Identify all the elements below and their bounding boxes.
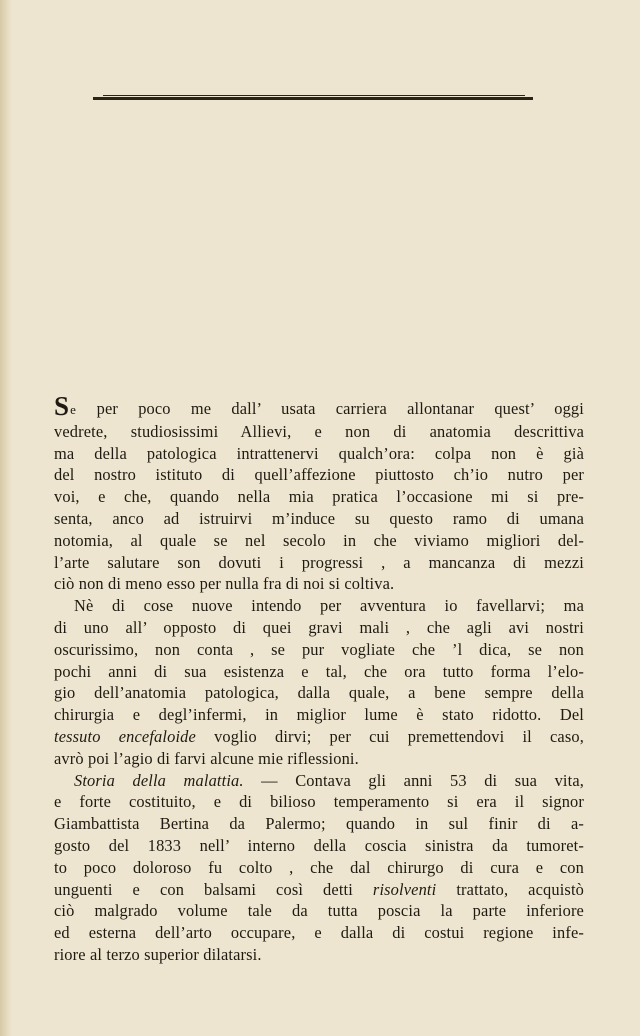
text-line: gosto del 1833 nell’ interno della coscia sinistra da tumoret- <box>54 835 584 855</box>
text-line: vedrete, studiosissimi Allievi, e non di anatomia descrittiva <box>54 421 584 441</box>
text-line: voi, e che, quando nella mia pratica l’occasione mi si pre- <box>54 487 584 507</box>
text-line: gio dell’anatomia patologica, dalla quale, a bene sempre della <box>54 683 584 703</box>
text-line-content: unguenti e con balsami così detti <box>54 879 353 899</box>
section-heading-italic: Storia della malattia. <box>74 770 244 790</box>
text-line: Nè di cose nuove intendo per avventura io favellarvi; ma <box>74 596 584 616</box>
text-line: notomia, al quale se nel secolo in che viviamo migliori del- <box>54 530 584 550</box>
text-line: avrò poi l’agio di farvi alcune mie riflessioni. <box>54 748 359 768</box>
text-line: oscurissimo, non conta , se pur vogliate che ’l dica, se non <box>54 639 584 659</box>
text-line: l’arte salutare son dovuti i progressi , a mancanza di mezzi <box>54 552 584 572</box>
text-line <box>54 391 584 421</box>
text-line: pochi anni di sua esistenza e tal, che ora tutto forma l’elo- <box>54 661 584 681</box>
text-line: ed esterna dell’arto occupare, e dalla di costui regione infe- <box>54 923 584 943</box>
text-line: del nostro istituto di quell’affezione piuttosto ch’io nutro per <box>54 465 584 485</box>
text-line-content: per poco me dall’ usata carriera allontanar quest’ oggi <box>76 399 584 418</box>
text-line: ma della patologica intrattenervi qualch’ora: colpa non è già <box>54 443 584 463</box>
text-line: e forte costituito, e di bilioso temperamento si era il signor <box>54 792 584 812</box>
text-line-content: voglio dirvi; per cui premettendovi il caso, <box>195 726 584 746</box>
body-text <box>54 391 585 966</box>
text-line <box>54 879 584 901</box>
text-line <box>54 726 584 748</box>
page-binding-edge <box>0 0 12 1036</box>
text-line: di uno all’ opposto di quei gravi mali , che agli avi nostri <box>54 617 584 637</box>
text-line: Giambattista Bertina da Palermo; quando in sul finir di a- <box>54 814 584 834</box>
text-line: senta, anco ad istruirvi m’induce su questo ramo di umana <box>54 508 584 528</box>
header-rule <box>93 95 533 103</box>
text-line: to poco doloroso fu colto , che dal chirurgo di cura e con <box>54 857 584 877</box>
text-line-content: — Contava gli anni 53 di sua vita, <box>243 770 585 790</box>
text-line: riore al terzo superior dilatarsi. <box>54 944 262 964</box>
italic-term: risolventi <box>372 879 437 899</box>
header-rule-thin-line <box>103 95 525 96</box>
drop-cap: S <box>54 391 70 421</box>
header-rule-thick-line <box>93 97 533 100</box>
text-line-content: trattato, acquistò <box>436 879 584 899</box>
text-line <box>54 770 584 792</box>
small-cap-letter: e <box>70 402 77 417</box>
text-line: ciò non di meno esso per nulla fra di noi si coltiva. <box>54 574 395 594</box>
text-line: chirurgia e degl’infermi, in miglior lume è stato ridotto. Del <box>54 705 584 725</box>
italic-term: tessuto encefaloide <box>54 726 196 746</box>
text-line: ciò malgrado volume tale da tutta poscia la parte inferiore <box>54 901 584 921</box>
